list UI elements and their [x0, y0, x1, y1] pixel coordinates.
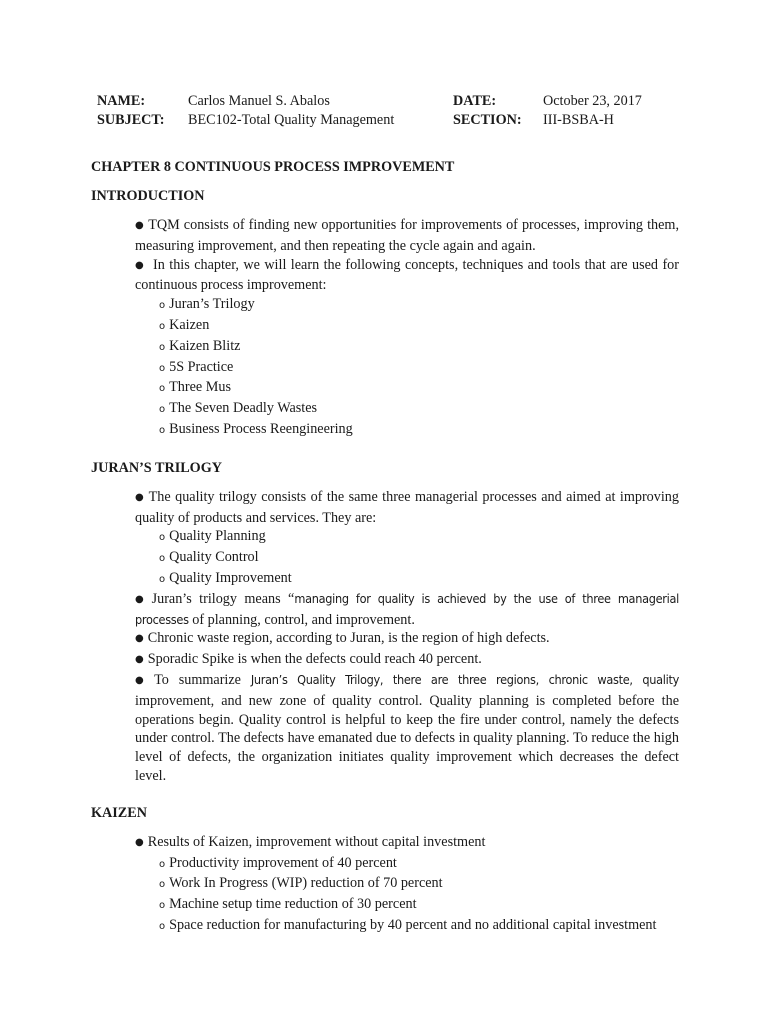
- kaizen-section: [91, 804, 679, 937]
- kaizen-bullets: [91, 833, 679, 854]
- bullet-icon: ●: [135, 220, 145, 231]
- circle-bullet-icon: o: [159, 573, 166, 585]
- circle-bullet-icon: o: [159, 383, 166, 395]
- sub-item: o Kaizen Blitz: [159, 337, 241, 354]
- sub-item: o Machine setup time reduction of 30 percent: [159, 896, 417, 913]
- bullet-icon: ●: [135, 836, 144, 848]
- circle-bullet-icon: o: [159, 879, 166, 891]
- juran-bullets-2: [91, 590, 679, 786]
- juran-bullets-1: [91, 488, 679, 528]
- jurans-trilogy-section: [91, 459, 679, 786]
- bullet-item: ● Chronic waste region, according to Juran, is the region of high defects.: [135, 630, 550, 647]
- section-value: III-BSBA-H: [543, 112, 614, 128]
- sub-item: o Quality Improvement: [159, 569, 292, 586]
- circle-bullet-icon: o: [159, 300, 166, 312]
- circle-bullet-icon: o: [159, 920, 166, 932]
- sub-item: o Quality Control: [159, 549, 259, 566]
- circle-bullet-icon: o: [159, 404, 166, 416]
- subject-value: BEC102-Total Quality Management: [188, 112, 395, 128]
- date-label: DATE:: [453, 93, 497, 109]
- document-header: [97, 92, 697, 130]
- circle-bullet-icon: o: [159, 362, 166, 374]
- circle-bullet-icon: o: [159, 341, 166, 353]
- bullet-icon: ●: [135, 593, 148, 605]
- bullet-icon: ●: [135, 259, 145, 271]
- sub-item: o Three Mus: [159, 379, 231, 396]
- circle-bullet-icon: o: [159, 858, 166, 870]
- bullet-item: ● Sporadic Spike is when the defects could reach 40 percent.: [135, 651, 482, 668]
- circle-bullet-icon: o: [159, 900, 166, 912]
- kaizen-heading: KAIZEN: [91, 804, 147, 821]
- jurans-trilogy-heading: JURAN’S TRILOGY: [91, 459, 222, 476]
- bullet-item: ● Juran’s trilogy means “managing for quality is achieved by the use of three managerial processes of planning, control, and improvement.: [135, 590, 679, 628]
- sub-item: o The Seven Deadly Wastes: [159, 400, 318, 417]
- introduction-heading: INTRODUCTION: [91, 188, 205, 204]
- circle-bullet-icon: o: [159, 320, 166, 332]
- name-value: Carlos Manuel S. Abalos: [188, 93, 330, 109]
- sub-item: o Business Process Reengineering: [159, 420, 353, 437]
- sub-item: o Juran’s Trilogy: [159, 296, 255, 313]
- bullet-icon: ●: [135, 491, 145, 503]
- sub-item: o Work In Progress (WIP) reduction of 70 percent: [159, 875, 443, 892]
- name-label: NAME:: [97, 93, 146, 109]
- circle-bullet-icon: o: [159, 532, 166, 544]
- juran-sublist: [91, 527, 679, 589]
- subject-label: SUBJECT:: [97, 112, 165, 128]
- sub-item: o Space reduction for manufacturing by 40 percent and no additional capital investment: [159, 916, 657, 933]
- bullet-icon: ●: [135, 674, 151, 686]
- section-label: SECTION:: [453, 112, 522, 128]
- introduction-bullets: [91, 216, 679, 295]
- bullet-item: ● The quality trilogy consists of the same three managerial processes and aimed at improving quality of products and services. They are:: [135, 488, 679, 526]
- bullet-item: ● To summarize Juran’s Quality Trilogy, there are three regions, chronic waste, quality improvement, and new zone of quality control. Quality planning is completed before the operations begin. Quality control is helpful to keep the fire under control, namely the defects under control. The defects have emanated due to defects in quality planning. To reduce the high level of defects, the organization initiates quality improvement which decreases the defect level.: [135, 671, 679, 784]
- bullet-item: ● TQM consists of finding new opportunities for improvements of processes, improving them, measuring improvement, and then repeating the cycle again and again.: [135, 217, 679, 254]
- date-value: October 23, 2017: [543, 93, 642, 109]
- header-row-1: [97, 92, 697, 111]
- introduction-section: [91, 187, 679, 441]
- document-body: [91, 158, 679, 955]
- chapter-title: CHAPTER 8 CONTINUOUS PROCESS IMPROVEMENT: [91, 159, 455, 175]
- circle-bullet-icon: o: [159, 424, 166, 436]
- bullet-icon: ●: [135, 654, 144, 666]
- bullet-item: ● Results of Kaizen, improvement without capital investment: [135, 833, 486, 850]
- bullet-item: ● In this chapter, we will learn the following concepts, techniques and tools that are used for continuous process improvement:: [135, 256, 679, 294]
- sub-item: o Kaizen: [159, 316, 210, 333]
- sub-item: o Productivity improvement of 40 percent: [159, 854, 397, 871]
- sub-item: o Quality Planning: [159, 528, 266, 545]
- header-row-2: [97, 111, 697, 130]
- introduction-sublist: [91, 295, 679, 441]
- sub-item: o 5S Practice: [159, 358, 234, 375]
- bullet-icon: ●: [135, 633, 144, 645]
- circle-bullet-icon: o: [159, 553, 166, 565]
- kaizen-sublist: [91, 854, 679, 937]
